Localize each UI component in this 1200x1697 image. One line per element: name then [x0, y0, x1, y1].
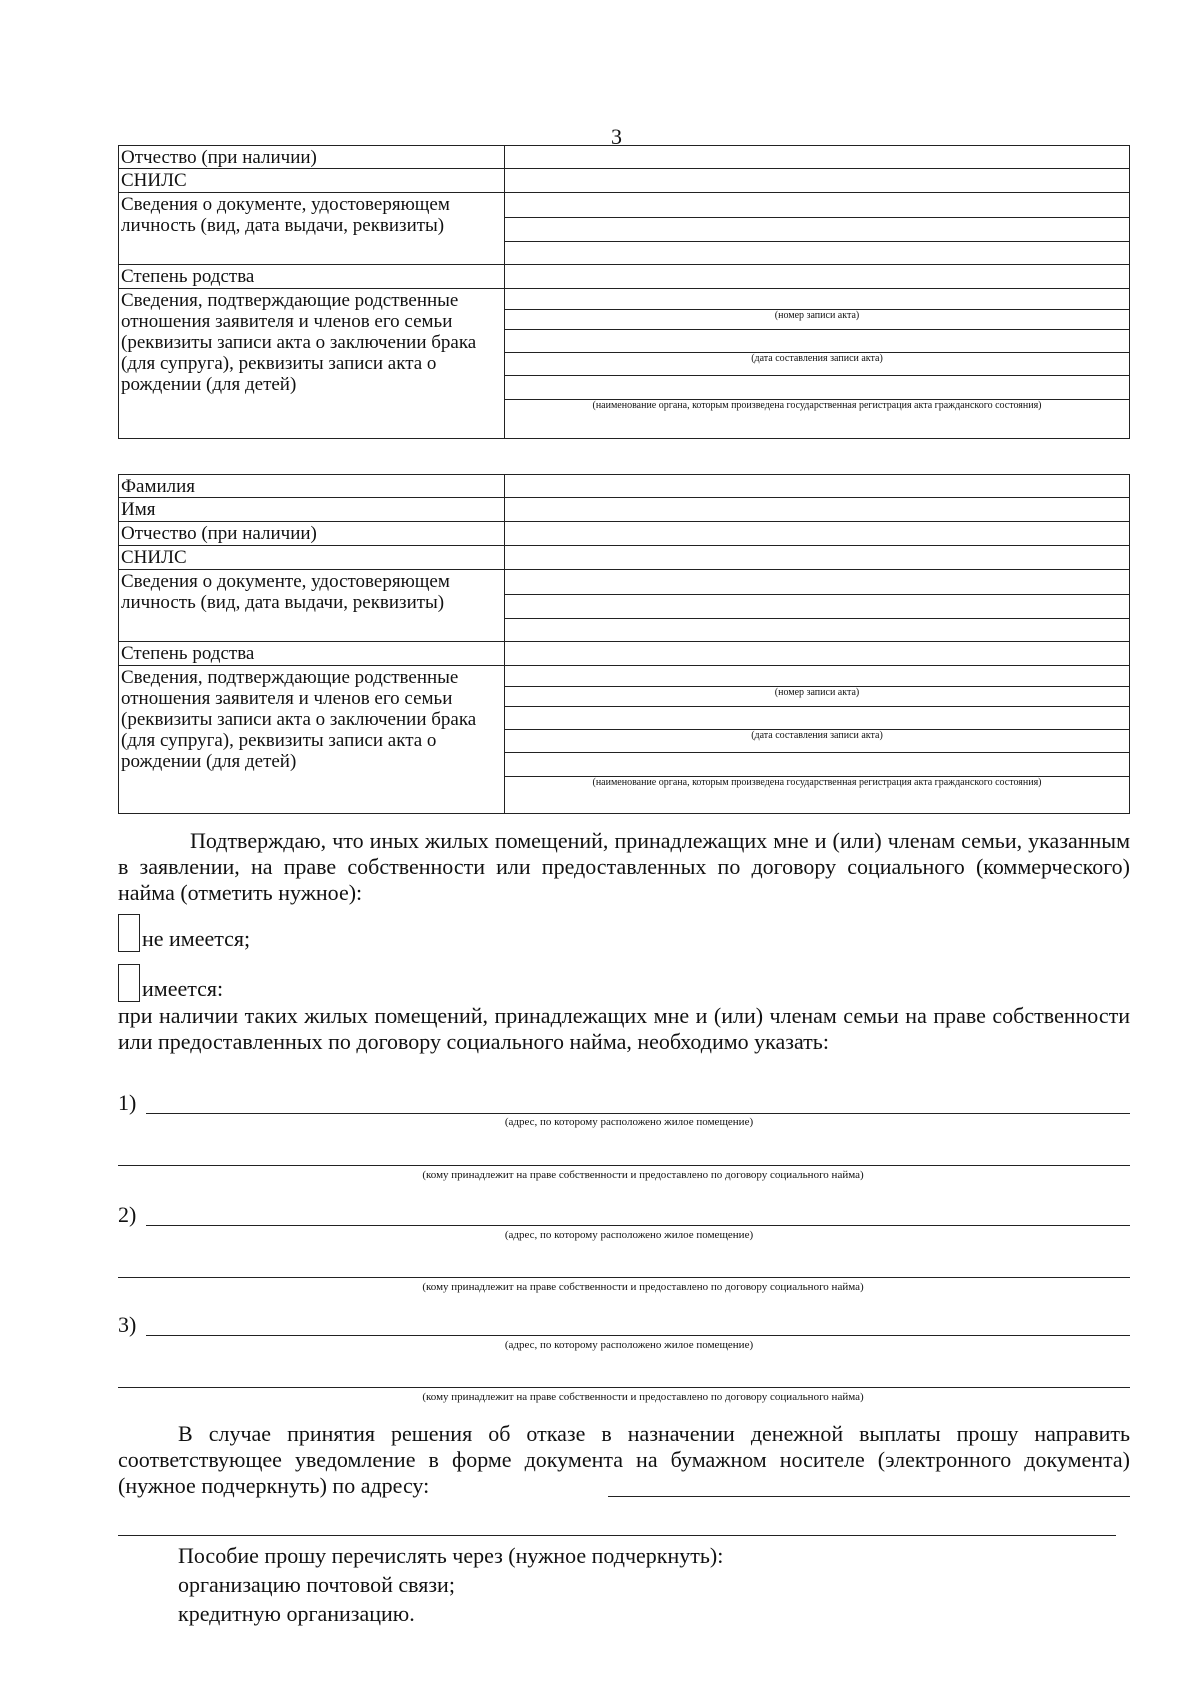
label-snils: СНИЛС [119, 546, 505, 570]
field-kinship[interactable] [505, 265, 1130, 289]
owner-caption-1: (кому принадлежит на праве собственности и предоставлено по договору социального найма) [422, 1169, 864, 1181]
field-id-document[interactable] [505, 570, 1130, 642]
field-patronymic[interactable] [505, 522, 1130, 546]
confirm-paragraph: Подтверждаю, что иных жилых помещений, принадлежащих мне и (или) членам семьи, указанным в заявлении, на праве собственности или предоставленных по договору социального (коммерческого) найма (отметить нужное): [118, 828, 1130, 905]
label-snils: СНИЛС [119, 169, 505, 193]
address-caption-3: (адрес, по которому расположено жилое помещение) [504, 1339, 754, 1351]
label-patronymic: Отчество (при наличии) [119, 146, 505, 169]
owner-field-3[interactable] [118, 1387, 1130, 1388]
field-surname[interactable] [505, 475, 1130, 498]
payment-option-post[interactable]: организацию почтовой связи; [178, 1572, 455, 1597]
address-caption-1: (адрес, по которому расположено жилое помещение) [504, 1116, 754, 1128]
owner-caption-3: (кому принадлежит на праве собственности и предоставлено по договору социального найма) [422, 1391, 864, 1403]
caption-registration-body: (наименование органа, которым произведена государственная регистрация акта гражданского состояния) [592, 400, 1042, 411]
label-kinship: Степень родства [119, 265, 505, 289]
caption-record-date: (дата составления записи акта) [751, 730, 883, 741]
caption-record-number: (номер записи акта) [774, 687, 860, 698]
field-patronymic[interactable] [505, 146, 1130, 169]
option-exists-label: имеется: [142, 976, 224, 1001]
family-member-table-2 [118, 474, 1130, 814]
field-name[interactable] [505, 498, 1130, 522]
field-snils[interactable] [505, 546, 1130, 570]
address-caption-2: (адрес, по которому расположено жилое помещение) [504, 1229, 754, 1241]
checkbox-none[interactable] [118, 914, 140, 952]
refusal-paragraph: В случае принятия решения об отказе в назначении денежной выплаты прошу направить соответствующее уведомление в форме документа на бумажном носителе (электронного документа) (нужное подчеркнуть) по адресу: [118, 1421, 1130, 1498]
address-field-2[interactable] [146, 1225, 1130, 1226]
payment-option-bank[interactable]: кредитную организацию. [178, 1601, 415, 1626]
item-number: 2) [118, 1202, 137, 1227]
item-number: 1) [118, 1090, 137, 1115]
owner-field-1[interactable] [118, 1165, 1130, 1166]
field-id-document[interactable] [505, 193, 1130, 265]
label-name: Имя [119, 498, 505, 522]
label-kinship-proof: Сведения, подтверждающие родственные отношения заявителя и членов его семьи (реквизиты записи акта о заключении брака (для супруга), реквизиты записи акта о рождении (для детей) [119, 289, 505, 439]
caption-record-date: (дата составления записи акта) [751, 353, 883, 364]
field-snils[interactable] [505, 169, 1130, 193]
caption-registration-body: (наименование органа, которым произведена государственная регистрация акта гражданского состояния) [592, 777, 1042, 788]
address-field-1[interactable] [146, 1113, 1130, 1114]
field-kinship-proof[interactable] [505, 666, 1130, 814]
item-number: 3) [118, 1312, 137, 1337]
label-kinship-proof: Сведения, подтверждающие родственные отношения заявителя и членов его семьи (реквизиты записи акта о заключении брака (для супруга), реквизиты записи акта о рождении (для детей) [119, 666, 505, 814]
owner-caption-2: (кому принадлежит на праве собственности и предоставлено по договору социального найма) [422, 1281, 864, 1293]
field-kinship-proof[interactable] [505, 289, 1130, 439]
label-id-document: Сведения о документе, удостоверяющем личность (вид, дата выдачи, реквизиты) [119, 570, 505, 642]
owner-field-2[interactable] [118, 1277, 1130, 1278]
page-number: 3 [611, 124, 622, 149]
caption-record-number: (номер записи акта) [774, 310, 860, 321]
checkbox-exists[interactable] [118, 964, 140, 1002]
field-kinship[interactable] [505, 642, 1130, 666]
label-id-document: Сведения о документе, удостоверяющем личность (вид, дата выдачи, реквизиты) [119, 193, 505, 265]
label-kinship: Степень родства [119, 642, 505, 666]
refusal-address-field-line2[interactable] [118, 1535, 1116, 1536]
option-none-label: не имеется; [142, 926, 251, 951]
label-surname: Фамилия [119, 475, 505, 498]
payment-intro: Пособие прошу перечислять через (нужное подчеркнуть): [178, 1543, 724, 1568]
address-field-3[interactable] [146, 1335, 1130, 1336]
label-patronymic: Отчество (при наличии) [119, 522, 505, 546]
exists-paragraph: при наличии таких жилых помещений, принадлежащих мне и (или) членам семьи на праве собственности или предоставленных по договору социального найма, необходимо указать: [118, 1003, 1130, 1054]
refusal-address-field[interactable] [608, 1496, 1130, 1497]
family-member-table-1 [118, 145, 1130, 439]
